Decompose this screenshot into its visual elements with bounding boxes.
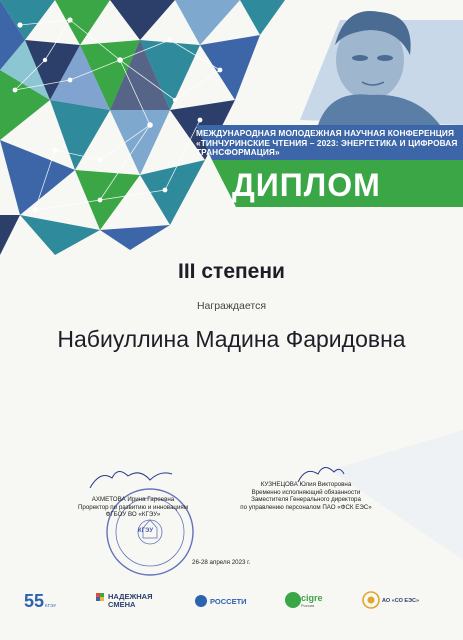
cigre-text: cigre <box>301 593 323 603</box>
right-signatory-role1: Временно исполняющий обязанности <box>251 488 361 496</box>
conference-title-line2: «ТИНЧУРИНСКИЕ ЧТЕНИЯ – 2023: ЭНЕРГЕТИКА И ЦИФРОВАЯ <box>196 137 458 148</box>
rosseti-logo <box>210 586 247 616</box>
left-signatory-name: АХМЕТОВА Ирина Гареевна <box>91 496 175 503</box>
reliable-shift-logo <box>108 586 152 616</box>
left-signatory <box>58 496 208 519</box>
portrait-image <box>300 11 463 125</box>
reliable-shift-line2: СМЕНА <box>108 600 136 609</box>
right-signatory-role3: по управлению персоналом ПАО «ФСК ЕЭС» <box>240 503 372 511</box>
right-signatory <box>236 481 376 511</box>
stamp-label: КГЭУ <box>138 528 154 534</box>
left-signatory-role: Проректор по развитию и инновациям <box>77 503 189 511</box>
rosseti-text: РОССЕТИ <box>210 596 247 606</box>
kgeu-55-logo <box>24 586 56 616</box>
so-ees-logo <box>382 586 419 616</box>
right-signatory-name: КУЗНЕЦОВА Юлия Викторовна <box>260 481 352 488</box>
so-ees-text: АО «СО ЕЭС» <box>382 598 420 604</box>
partner-logos <box>0 586 463 616</box>
conference-title-line1: МЕЖДУНАРОДНАЯ МОЛОДЕЖНАЯ НАУЧНАЯ КОНФЕРЕНЦИЯ <box>196 128 455 138</box>
cigre-subtext: Россия <box>301 603 315 608</box>
degree-label: III степени <box>178 260 285 283</box>
kgeu-55-text: КГЭУ <box>45 602 57 608</box>
left-signatory-org: ФГБОУ ВО «КГЭУ» <box>105 511 161 519</box>
recipient-name: Набиуллина Мадина Фаридовна <box>57 326 406 352</box>
right-signatory-role2: Заместителя Генерального директора <box>251 496 361 504</box>
cigre-logo <box>301 586 323 616</box>
kgeu-55-number: 55 <box>24 590 45 611</box>
conference-title <box>196 129 458 158</box>
left-signature <box>90 471 172 488</box>
awarded-label: Награждается <box>196 300 267 312</box>
conference-title-line3: ТРАНСФОРМАЦИЯ» <box>196 147 280 158</box>
diploma-title: ДИПЛОМ <box>232 167 381 203</box>
reliable-shift-line1: НАДЕЖНАЯ <box>108 592 153 601</box>
event-date: 26-28 апреля 2023 г. <box>192 559 251 566</box>
